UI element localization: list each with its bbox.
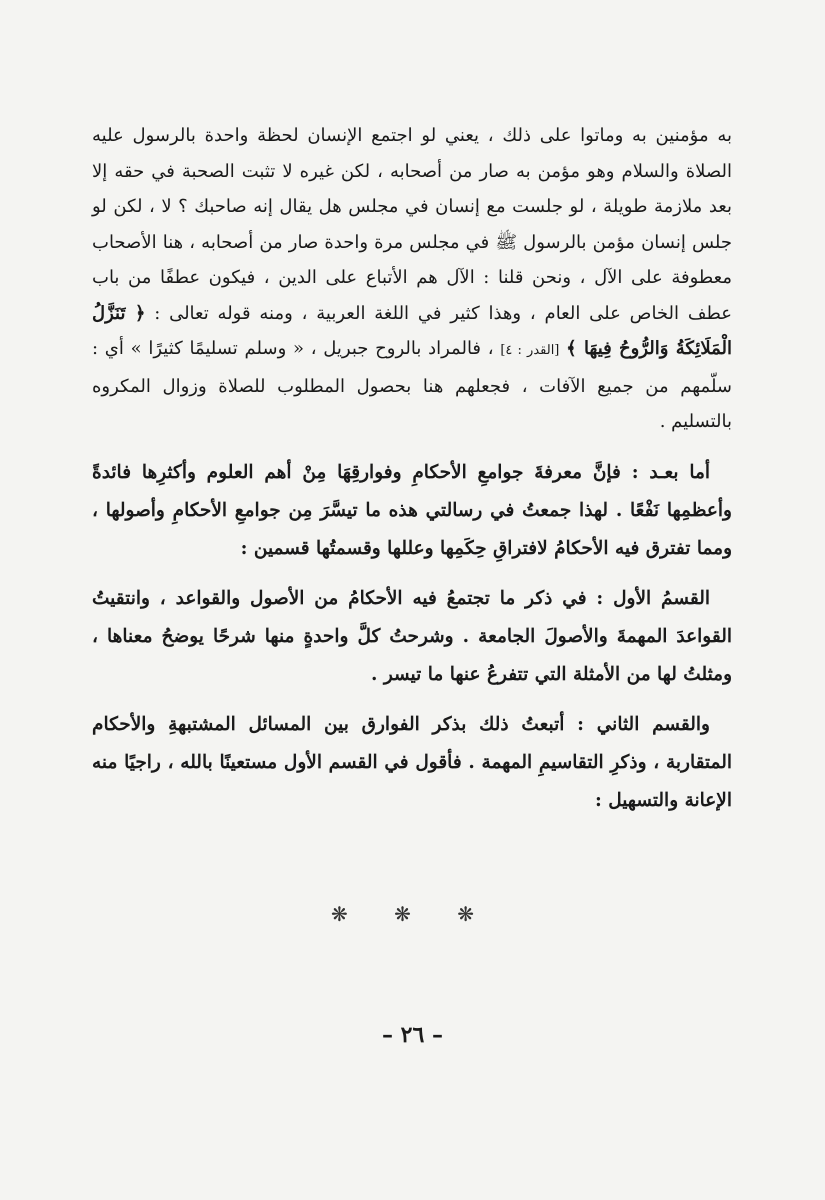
commentary-text-start: به مؤمنين به وماتوا على ذلك ، يعني لو اجتمع الإنسان لحظة واحدة بالرسول عليه الصلاة والسلام وهو مؤمن به صار من أصحابه ، لكن غيره لا تثبت الصحبة في حقه إلا بعد ملازمة طويلة ، لو جلست مع إنسان في مجلس هل يقال إنه صاحبك ؟ لا ، لكن لو جلس إنسان مؤمن بالرسول ﷺ في مجلس مرة واحدة صار من أصحابه ، هنا الأصحاب معطوفة على الآل ، ونحن قلنا : الآل هم الأتباع على الدين ، فيكون عطفًا من باب عطف الخاص على العام ، وهذا كثير في اللغة العربية ، ومنه قوله تعالى : [92, 125, 732, 324]
introduction-paragraph: أما بعـد : فإنَّ معرفةَ جوامعِ الأحكامِ وفوارقِهَا مِنْ أهم العلوم وأكثرِها فائدةً وأعظمِها نَفْعًا . لهذا جمعتُ في رسالتي هذه ما تيسَّرَ مِن جوامعِ الأحكامِ وأصولها ، ومما تفترق فيه الأحكامُ لافتراقِ حِكَمِها وعللها وقسمتُها قسمين : [92, 461, 732, 559]
section-two-paragraph: والقسم الثاني : أتبعتُ ذلك بذكر الفوارق بين المسائل المشتبهةِ والأحكام المتقاربة ، وذكرِ التقاسيمِ المهمة . فأقول في القسم الأول مستعينًا بالله ، راجيًا منه الإعانة والتسهيل : [92, 713, 732, 811]
body-text [92, 118, 732, 832]
quran-reference: [القدر : ٤] [500, 343, 560, 358]
page-number: – ٢٦ – [382, 1022, 443, 1048]
quran-verse: ﴿ تَنَزَّلُ الْمَلَائِكَةُ وَالرُّوحُ فِيهَا ﴾ [92, 302, 732, 359]
commentary-text-end: ، فالمراد بالروح جبريل ، « وسلم تسليمًا كثيرًا » أي : سلّمهم من جميع الآفات ، فجعلهم هنا بحصول المطلوب للصلاة وزوال المكروه بالتسليم . [92, 338, 732, 432]
section-divider: ❋ ❋ ❋ [331, 902, 494, 926]
section-one-paragraph: القسمُ الأول : في ذكر ما تجتمعُ فيه الأحكامُ من الأصول والقواعد ، وانتقيتُ القواعدَ المهمةَ والأصولَ الجامعة . وشرحتُ كلَّ واحدةٍ منها شرحًا يوضحُ معناها ، ومثلتُ لها من الأمثلة التي تتفرعُ عنها ما تيسر . [92, 587, 732, 685]
commentary-paragraph [92, 118, 732, 440]
